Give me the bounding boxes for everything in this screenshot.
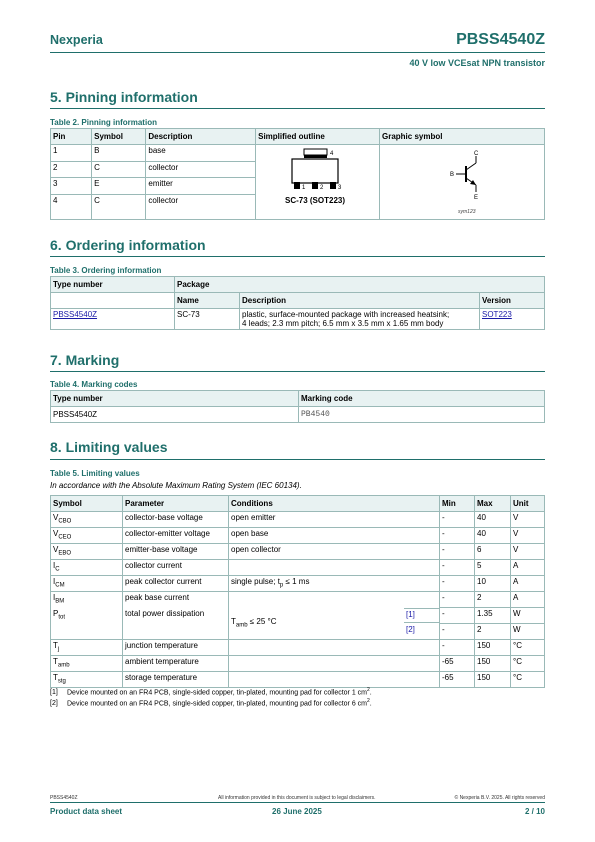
col-type-number: Type number (51, 391, 299, 407)
min-cell: - (440, 544, 475, 560)
table-row (51, 560, 545, 576)
package-description-cell (240, 309, 480, 330)
symbol-cell: $V_{EBO}$ (51, 544, 123, 560)
symbol-cell: $T_{stg}$ (51, 672, 123, 688)
footer-doc-id: PBSS4540Z (50, 795, 78, 801)
col-min: Min (440, 496, 475, 512)
conditions-cell (229, 640, 440, 656)
section-5-divider (50, 108, 545, 109)
symbol-cell: C (92, 161, 146, 178)
outline-cell (256, 145, 380, 220)
parameter-cell: collector-emitter voltage (123, 528, 229, 544)
symbol-cell: $V_{CBO}$ (51, 512, 123, 528)
pin-cell: 3 (51, 178, 92, 195)
conditions-cell: open collector (229, 544, 440, 560)
min-cell: - (440, 640, 475, 656)
table-row (51, 672, 545, 688)
footnote-2: [2] Device mounted on an FR4 PCB, single-sided copper, tin-plated, mounting pad for collector 6 $cm^2$. (50, 698, 372, 708)
graphic-symbol-cell (380, 145, 545, 220)
table-5-note: In accordance with the Absolute Maximum Rating System (IEC 60134). (50, 481, 302, 490)
conditions-cell: open base (229, 528, 440, 544)
min-cell: - (440, 560, 475, 576)
pin-cell: 1 (51, 145, 92, 162)
min-cell: - (440, 512, 475, 528)
symbol-label-c: C (474, 151, 479, 157)
description-cell: collector (146, 195, 256, 220)
parameter-cell: total power dissipation (123, 608, 229, 624)
symbol-label-e: E (474, 195, 479, 201)
min-cell: - (440, 624, 475, 640)
col-type-number: Type number (51, 277, 175, 293)
table-row (51, 528, 545, 544)
max-cell: 40 (475, 528, 511, 544)
max-cell: 2 (475, 592, 511, 608)
unit-cell: V (511, 528, 545, 544)
parameter-cell: peak base current (123, 592, 229, 608)
parameter-cell: ambient temperature (123, 656, 229, 672)
table-4-caption: Table 4. Marking codes (50, 380, 138, 389)
col-symbol: Symbol (92, 129, 146, 145)
pinning-table (50, 128, 545, 220)
col-version: Version (480, 293, 545, 309)
table-row (51, 512, 545, 528)
conditions-cell (229, 592, 440, 608)
footer-divider (50, 802, 545, 803)
unit-cell: A (511, 560, 545, 576)
max-cell: 150 (475, 656, 511, 672)
unit-cell: °C (511, 672, 545, 688)
min-cell: -65 (440, 656, 475, 672)
table-row (51, 608, 545, 624)
conditions-cell (229, 656, 440, 672)
symbol-label-b: B (450, 172, 455, 178)
min-cell: - (440, 592, 475, 608)
symbol-cell: $T_{amb}$ (51, 656, 123, 672)
col-unit: Unit (511, 496, 545, 512)
sot223-outline-drawing (258, 146, 373, 216)
limiting-values-table (50, 495, 545, 688)
package-name-cell: SC-73 (175, 309, 240, 330)
unit-cell: °C (511, 656, 545, 672)
col-name: Name (175, 293, 240, 309)
min-cell: - (440, 608, 475, 624)
max-cell: 150 (475, 640, 511, 656)
parameter-cell: collector-base voltage (123, 512, 229, 528)
package-description-line-1: plastic, surface-mounted package with increased heatsink; (242, 310, 450, 319)
min-cell: -65 (440, 672, 475, 688)
outline-package-label: SC-73 (SOT223) (285, 196, 346, 205)
unit-cell: A (511, 592, 545, 608)
col-outline: Simplified outline (256, 129, 380, 145)
outline-pin-2: 2 (320, 185, 324, 191)
symbol-cell: $V_{CEO}$ (51, 528, 123, 544)
symbol-cell: $I_{BM}$ (51, 592, 123, 608)
col-description: Description (240, 293, 480, 309)
type-number-cell (51, 309, 175, 330)
brand-name: Nexperia (50, 33, 103, 47)
unit-cell: V (511, 512, 545, 528)
col-max: Max (475, 496, 511, 512)
footer-page-number: 2 / 10 (524, 807, 545, 816)
col-description: Description (146, 129, 256, 145)
pin-cell: 2 (51, 161, 92, 178)
col-symbol: Symbol (51, 496, 123, 512)
table-row (51, 656, 545, 672)
col-conditions: Conditions (229, 496, 440, 512)
type-number-cell: PBSS4540Z (51, 407, 299, 423)
col-graphic-symbol: Graphic symbol (380, 129, 545, 145)
symbol-cell: $I_{CM}$ (51, 576, 123, 592)
footer-copyright: © Nexperia B.V. 2025. All rights reserved (454, 795, 545, 801)
type-number-link[interactable]: PBSS4540Z (53, 310, 98, 319)
table-5-caption: Table 5. Limiting values (50, 469, 140, 478)
max-cell: 40 (475, 512, 511, 528)
marking-table (50, 390, 545, 423)
version-cell (480, 309, 545, 330)
col-package: Package (175, 277, 545, 293)
outline-pin-1: 1 (302, 185, 306, 191)
symbol-reference: sym123 (458, 209, 476, 215)
pin-cell: 4 (51, 195, 92, 220)
parameter-cell (123, 624, 229, 640)
header-divider (50, 52, 545, 53)
max-cell: 1.35 (475, 608, 511, 624)
section-6-title: 6. Ordering information (50, 237, 206, 253)
table-row (51, 544, 545, 560)
section-7-title: 7. Marking (50, 352, 120, 368)
conditions-cell: open emitter (229, 512, 440, 528)
parameter-cell: storage temperature (123, 672, 229, 688)
marking-code-cell: PB4540 (299, 407, 545, 423)
outline-pin-3: 3 (338, 185, 342, 191)
table-row (51, 407, 545, 423)
footnote-ref-1[interactable]: [1] (406, 609, 415, 619)
npn-transistor-symbol (382, 146, 542, 216)
unit-cell: W (511, 624, 545, 640)
footer-disclaimer: All information provided in this document is subject to legal disclaimers. (218, 795, 376, 801)
footnote-1: [1] Device mounted on an FR4 PCB, single-sided copper, tin-plated, mounting pad for collector 1 $cm^2$. (50, 687, 372, 697)
symbol-cell: B (92, 145, 146, 162)
table-3-caption: Table 3. Ordering information (50, 266, 162, 275)
conditions-cell (229, 560, 440, 576)
table-row (51, 640, 545, 656)
part-number: PBSS4540Z (456, 31, 545, 48)
parameter-cell: collector current (123, 560, 229, 576)
min-cell: - (440, 576, 475, 592)
document-subtitle: 40 V low VCEsat NPN transistor (409, 58, 545, 68)
description-cell: collector (146, 161, 256, 178)
max-cell: 150 (475, 672, 511, 688)
table-row (51, 309, 545, 330)
max-cell: 6 (475, 544, 511, 560)
section-8-title: 8. Limiting values (50, 439, 168, 455)
symbol-cell: $T_j$ (51, 640, 123, 656)
version-link[interactable]: SOT223 (482, 310, 512, 319)
symbol-cell: C (92, 195, 146, 220)
table-row (51, 145, 545, 162)
footnote-ref-2[interactable]: [2] (406, 624, 415, 634)
parameter-cell: peak collector current (123, 576, 229, 592)
footer-date: 26 June 2025 (272, 807, 322, 816)
conditions-cell: $T_{amb} \le 25$ °C [1] [2] (229, 608, 440, 640)
table-2-caption: Table 2. Pinning information (50, 118, 157, 127)
package-description-line-2: 4 leads; 2.3 mm pitch; 6.5 mm x 3.5 mm x 1.65 mm body (242, 319, 444, 328)
col-marking-code: Marking code (299, 391, 545, 407)
unit-cell: V (511, 544, 545, 560)
section-7-divider (50, 371, 545, 372)
conditions-cell (229, 672, 440, 688)
col-type-blank (51, 293, 175, 309)
unit-cell: W (511, 608, 545, 624)
section-6-divider (50, 256, 545, 257)
ordering-table (50, 276, 545, 330)
symbol-cell (51, 624, 123, 640)
description-cell: emitter (146, 178, 256, 195)
symbol-cell: E (92, 178, 146, 195)
outline-tab-label: 4 (330, 151, 334, 157)
table-row (51, 592, 545, 608)
conditions-cell: single pulse; $t_p \le 1$ ms (229, 576, 440, 592)
symbol-cell: $P_{tot}$ (51, 608, 123, 624)
footer-doc-type: Product data sheet (50, 807, 123, 816)
description-cell: base (146, 145, 256, 162)
max-cell: 5 (475, 560, 511, 576)
max-cell: 2 (475, 624, 511, 640)
parameter-cell: junction temperature (123, 640, 229, 656)
unit-cell: °C (511, 640, 545, 656)
table-row (51, 576, 545, 592)
section-5-title: 5. Pinning information (50, 89, 198, 105)
max-cell: 10 (475, 576, 511, 592)
unit-cell: A (511, 576, 545, 592)
parameter-cell: emitter-base voltage (123, 544, 229, 560)
col-parameter: Parameter (123, 496, 229, 512)
symbol-cell: $I_C$ (51, 560, 123, 576)
min-cell: - (440, 528, 475, 544)
section-8-divider (50, 459, 545, 460)
col-pin: Pin (51, 129, 92, 145)
